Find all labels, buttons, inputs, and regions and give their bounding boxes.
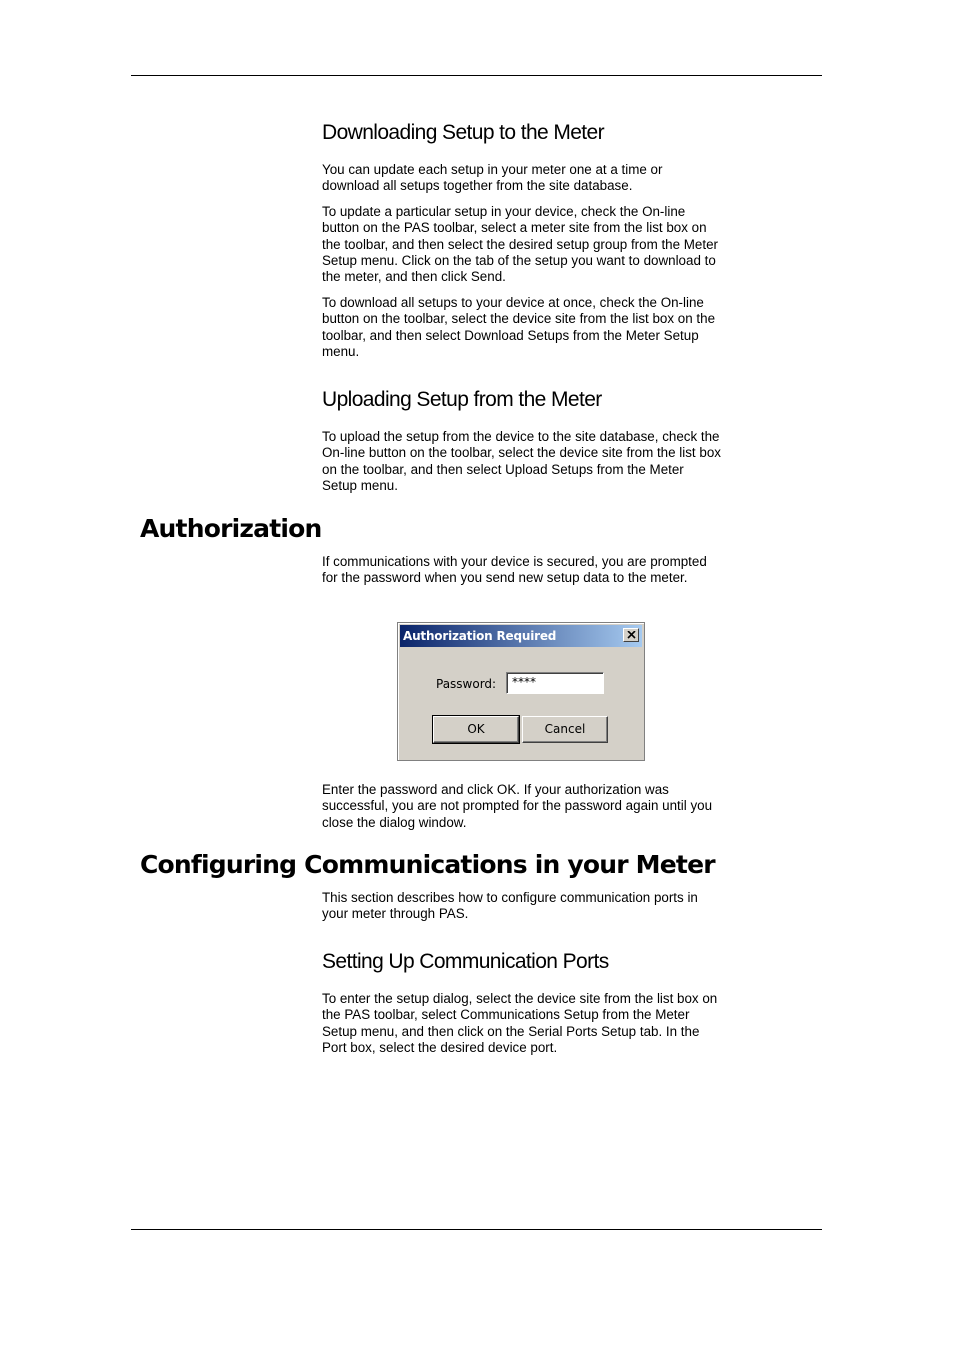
paragraph-downloading-1: You can update each setup in your meter one at a time or download all setups together from the site database. bbox=[322, 162, 663, 194]
heading-uploading-setup: Uploading Setup from the Meter bbox=[322, 388, 602, 411]
paragraph-ports-1: To enter the setup dialog, select the device site from the list box on the PAS toolbar, select Communications Setup from the Meter Setup menu, and then click on the Serial Ports Setup tab. In the Port box, select the desired device port. bbox=[322, 991, 718, 1055]
password-input[interactable]: **** bbox=[506, 672, 604, 694]
paragraph-uploading-1: To upload the setup from the device to the site database, check the On-line button on the toolbar, select the device site from the list box on the toolbar, and then select Upload Setups from the Meter Setup menu. bbox=[322, 429, 721, 493]
heading-setting-up-ports: Setting Up Communication Ports bbox=[322, 950, 609, 973]
dialog-titlebar[interactable] bbox=[400, 625, 642, 647]
close-icon bbox=[627, 631, 636, 639]
authorization-dialog bbox=[397, 622, 645, 761]
heading-authorization: Authorization bbox=[140, 514, 322, 543]
dialog-close-button[interactable] bbox=[623, 628, 639, 642]
paragraph-authorization-1: If communications with your device is secured, you are prompted for the password when you send new setup data to the meter. bbox=[322, 554, 707, 586]
cancel-button[interactable]: Cancel bbox=[522, 716, 608, 743]
heading-configuring-communications: Configuring Communications in your Meter bbox=[140, 850, 715, 879]
heading-downloading-setup: Downloading Setup to the Meter bbox=[322, 121, 605, 144]
dialog-title: Authorization Required bbox=[403, 629, 557, 643]
paragraph-configuring-1: This section describes how to configure communication ports in your meter through PAS. bbox=[322, 890, 698, 922]
footer-rule bbox=[131, 1229, 822, 1230]
header-rule bbox=[131, 75, 822, 76]
paragraph-downloading-3: To download all setups to your device at once, check the On-line button on the toolbar, select the device site from the list box on the toolbar, and then select Download Setups from the Meter Setup menu. bbox=[322, 295, 716, 359]
ok-button[interactable]: OK bbox=[433, 716, 519, 743]
paragraph-downloading-2: To update a particular setup in your device, check the On-line button on the PAS toolbar, select a meter site from the list box on the toolbar, and then select the desired setup group from the Meter Setup menu. Click on the tab of the setup you want to download to the meter, and then click Send. bbox=[322, 204, 719, 285]
password-label: Password: bbox=[436, 677, 497, 691]
paragraph-authorization-2: Enter the password and click OK. If your authorization was successful, you are not prompted for the password again until you close the dialog window. bbox=[322, 782, 713, 830]
